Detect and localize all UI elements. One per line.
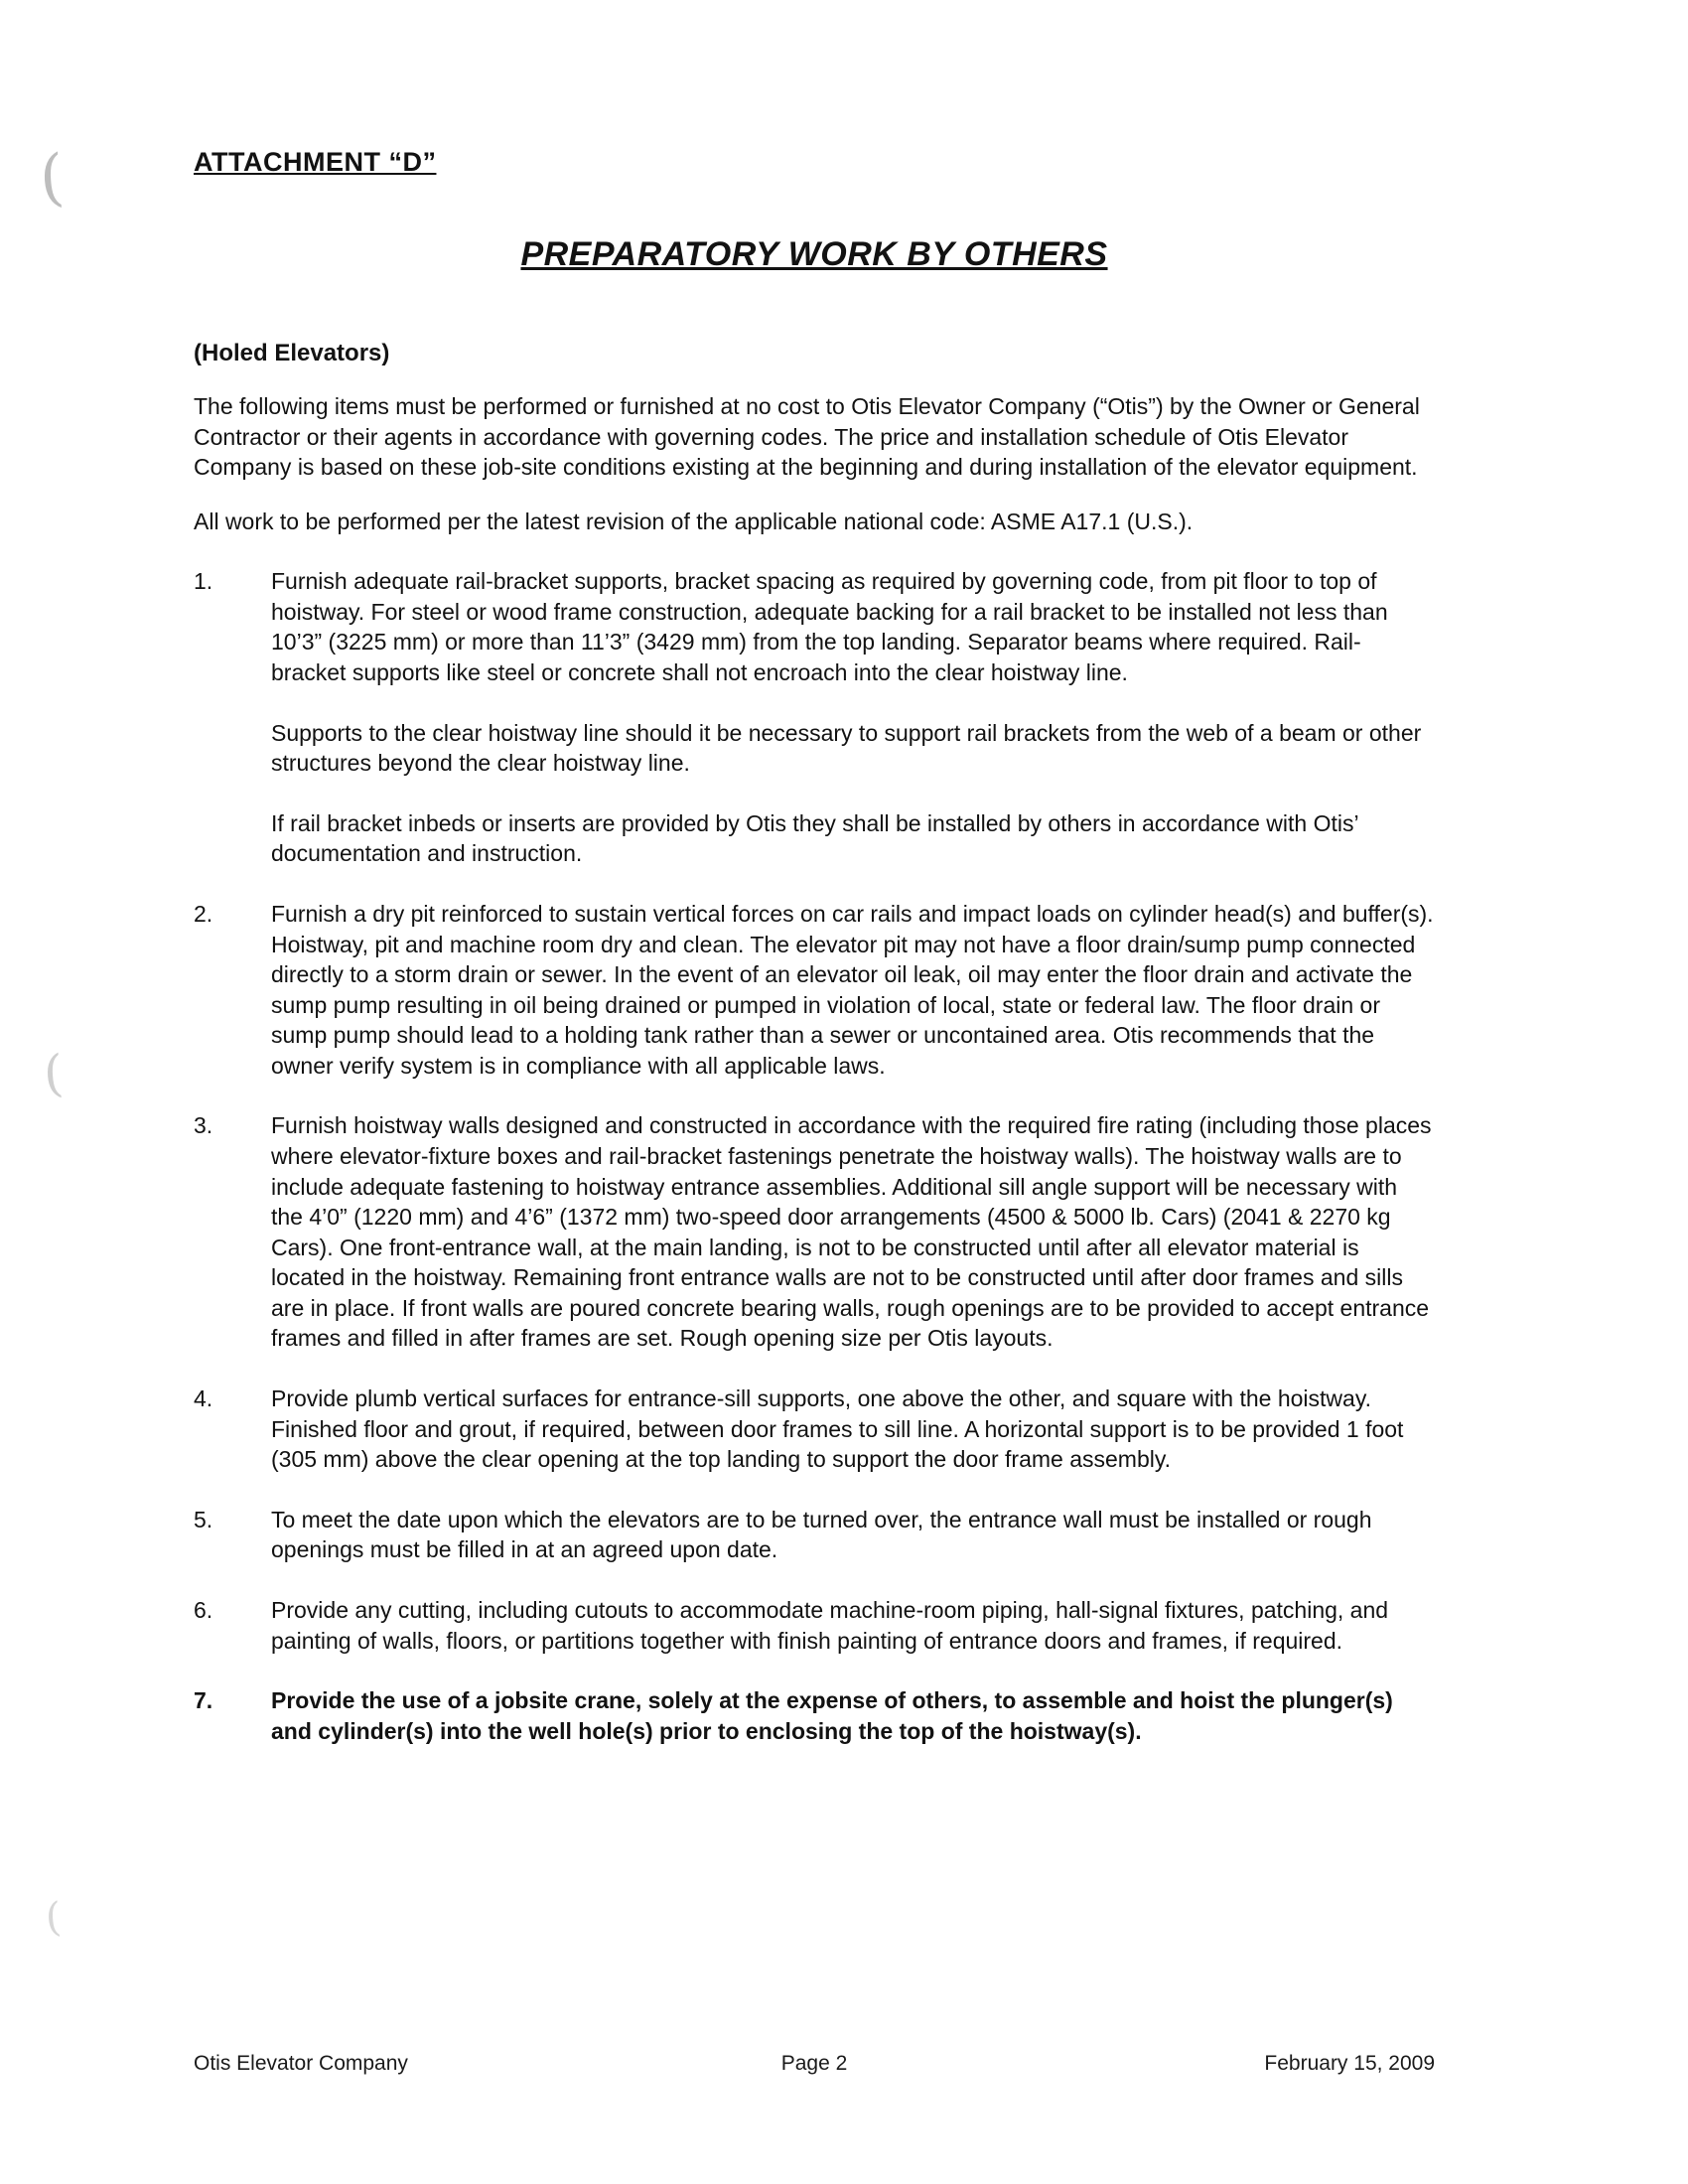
- list-item-6: [194, 1595, 1435, 1656]
- scan-artifact: (: [37, 140, 67, 215]
- item-body: [271, 566, 1435, 869]
- document-content: [194, 147, 1435, 1746]
- list-item-3: [194, 1110, 1435, 1354]
- page-footer: [194, 2052, 1435, 2076]
- intro-paragraph-1: The following items must be performed or furnished at no cost to Otis Elevator Company (“Otis”) by the Owner or General Contractor or their agents in accordance with governing codes. The price and installation schedule of Otis Elevator Company is based on these job-site conditions existing at the beginning and during installation of the elevator equipment.: [194, 393, 1420, 481]
- item-number: 2.: [194, 900, 213, 927]
- item-body: [271, 1110, 1435, 1354]
- item-paragraph: Furnish hoistway walls designed and constructed in accordance with the required fire rating (including those places where elevator-fixture boxes and rail-bracket fastenings penetrate the hoistway walls). The hoistway walls are to include adequate fastening to hoistway entrance assemblies. Additional sill angle support will be necessary with the 4’0” (1220 mm) and 4’6” (1372 mm) two-speed door arrangements (4500 & 5000 lb. Cars) (2041 & 2270 kg Cars). One front-entrance wall, at the main landing, is not to be constructed until after all elevator material is located in the hoistway. Remaining front entrance walls are not to be constructed until after door frames and sills are in place. If front walls are poured concrete bearing walls, rough openings are to be provided to accept entrance frames and filled in after frames are set. Rough opening size per Otis layouts.: [271, 1112, 1432, 1352]
- list-item-7: [194, 1685, 1435, 1746]
- item-paragraph: To meet the date upon which the elevators are to be turned over, the entrance wall must be installed or rough openings must be filled in at an agreed upon date.: [271, 1506, 1372, 1563]
- list-item-4: [194, 1383, 1435, 1475]
- item-paragraph: Furnish adequate rail-bracket supports, bracket spacing as required by governing code, from pit floor to top of hoistway. For steel or wood frame construction, adequate backing for a rail bracket to be installed not less than 10’3” (3225 mm) or more than 11’3” (3429 mm) from the top landing. Separator beams where required. Rail-bracket supports like steel or concrete shall not encroach into the clear hoistway line.: [271, 568, 1388, 686]
- item-number: 5.: [194, 1506, 213, 1532]
- item-paragraph: Supports to the clear hoistway line should it be necessary to support rail brackets from the web of a beam or other structures beyond the clear hoistway line.: [271, 719, 1422, 777]
- item-number: 3.: [194, 1112, 213, 1139]
- item-number: 4.: [194, 1385, 213, 1412]
- item-body: [271, 1595, 1435, 1656]
- attachment-heading: ATTACHMENT “D”: [194, 147, 437, 177]
- scan-artifact: (: [42, 1044, 66, 1103]
- scan-artifact: (: [44, 1894, 64, 1942]
- document-title: PREPARATORY WORK BY OTHERS: [520, 235, 1108, 273]
- list-item-2: [194, 899, 1435, 1081]
- intro-paragraph-2: All work to be performed per the latest revision of the applicable national code: ASME A17.1 (U.S.).: [194, 508, 1194, 534]
- list-item-1: [194, 566, 1435, 869]
- item-paragraph: Furnish a dry pit reinforced to sustain vertical forces on car rails and impact loads on cylinder head(s) and buffer(s). Hoistway, pit and machine room dry and clean. The elevator pit may not have a floor drain/sump pump connected directly to a storm drain or sewer. In the event of an elevator oil leak, oil may enter the floor drain and activate the sump pump resulting in oil being drained or pumped in violation of local, state or federal law. The floor drain or sump pump should lead to a holding tank rather than a sewer or uncontained area. Otis recommends that the owner verify system is in compliance with all applicable laws.: [271, 900, 1434, 1079]
- footer-date: February 15, 2009: [1264, 2052, 1436, 2075]
- item-number: 6.: [194, 1596, 213, 1623]
- item-number: 1.: [194, 568, 213, 595]
- item-paragraph: Provide the use of a jobsite crane, solely at the expense of others, to assemble and hoist the plunger(s) and cylinder(s) into the well hole(s) prior to enclosing the top of the hoistway(s).: [271, 1687, 1393, 1744]
- item-body: [271, 1505, 1435, 1565]
- item-number: 7.: [194, 1687, 213, 1714]
- footer-company: Otis Elevator Company: [194, 2052, 408, 2075]
- list-item-5: [194, 1505, 1435, 1565]
- item-paragraph: If rail bracket inbeds or inserts are provided by Otis they shall be installed by others in accordance with Otis’ documentation and instruction.: [271, 809, 1358, 867]
- footer-page-number: Page 2: [780, 2052, 848, 2075]
- item-paragraph: Provide plumb vertical surfaces for entrance-sill supports, one above the other, and square with the hoistway. Finished floor and grout, if required, between door frames to sill line. A horizontal support is to be provided 1 foot (305 mm) above the clear opening at the top landing to support the door frame assembly.: [271, 1385, 1404, 1473]
- item-body: [271, 1685, 1435, 1746]
- item-body: [271, 1383, 1435, 1475]
- subheading-holed-elevators: (Holed Elevators): [194, 340, 390, 366]
- item-body: [271, 899, 1435, 1081]
- item-paragraph: Provide any cutting, including cutouts to accommodate machine-room piping, hall-signal fixtures, patching, and painting of walls, floors, or partitions together with finish painting of entrance doors and frames, if required.: [271, 1596, 1389, 1654]
